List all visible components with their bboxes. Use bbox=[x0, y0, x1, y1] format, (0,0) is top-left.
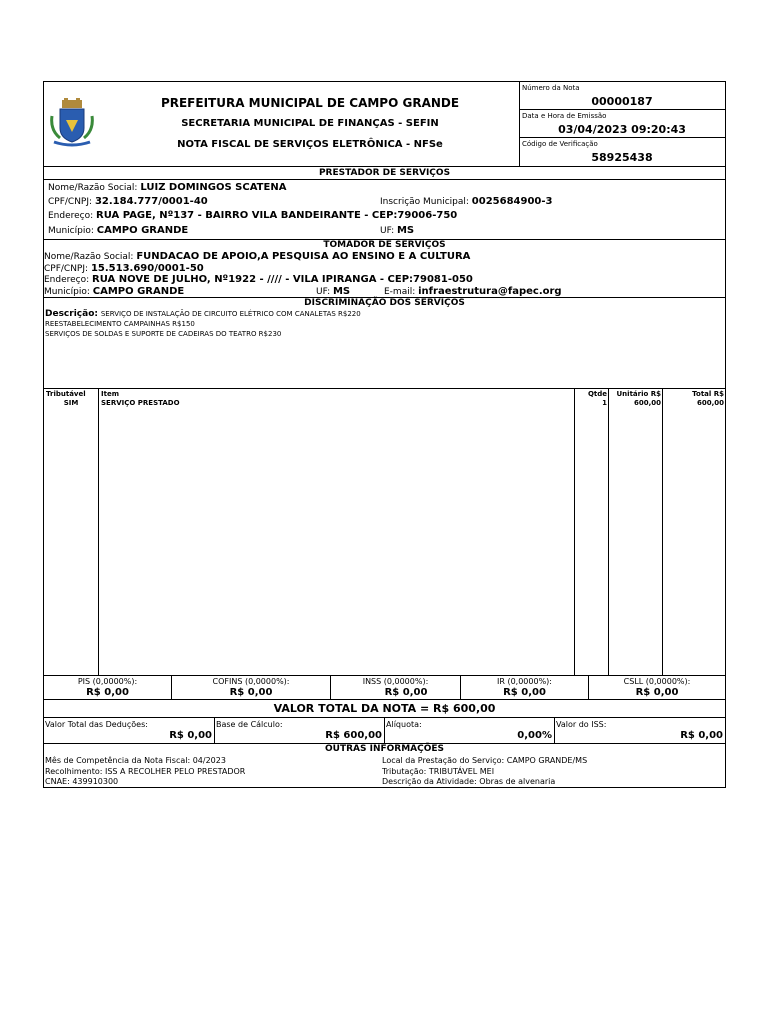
numero-nota-label: Número da Nota bbox=[522, 84, 580, 92]
data-emissao-value: 03/04/2023 09:20:43 bbox=[558, 123, 686, 136]
prestador-cpf-value: 32.184.777/0001-40 bbox=[94, 196, 208, 207]
tomador-uf-label: UF: bbox=[316, 287, 331, 297]
valor-total-nota: VALOR TOTAL DA NOTA = R$ 600,00 bbox=[273, 702, 496, 715]
col-header-total: Total R$ bbox=[692, 390, 724, 398]
header-nota-title: NOTA FISCAL DE SERVIÇOS ELETRÔNICA - NFSe bbox=[177, 139, 443, 150]
data-emissao-label: Data e Hora de Emissão bbox=[522, 112, 607, 120]
prestador-nome-label: Nome/Razão Social: bbox=[48, 183, 138, 193]
header-prefeitura: PREFEITURA MUNICIPAL DE CAMPO GRANDE bbox=[160, 96, 460, 110]
city-coat-of-arms-icon bbox=[48, 98, 96, 148]
deducoes-label: Valor Total das Deduções: bbox=[45, 720, 148, 729]
cnae: CNAE: 439910300 bbox=[45, 777, 119, 786]
local-prestacao: Local da Prestação do Serviço: CAMPO GRANDE/MS bbox=[382, 756, 588, 765]
tomador-uf-value: MS bbox=[332, 286, 351, 297]
descricao-text-1: SERVIÇO DE INSTALAÇÃO DE CIRCUITO ELÉTRICO COM CANALETAS R$220 bbox=[100, 310, 361, 318]
tax-inss-label: INSS (0,0000%): bbox=[362, 677, 429, 686]
prestador-uf-value: MS bbox=[396, 225, 415, 236]
prestador-inscricao-value: 0025684900-3 bbox=[471, 196, 553, 207]
discriminacao-title: DISCRIMINAÇÃO DOS SERVIÇOS bbox=[304, 298, 465, 308]
aliquota-value: 0,00% bbox=[517, 730, 552, 741]
prestador-endereco bbox=[48, 210, 457, 222]
aliquota-label: Alíquota: bbox=[386, 720, 422, 729]
col-header-qtde: Qtde bbox=[587, 390, 607, 398]
tomador-municipio-label: Município: bbox=[44, 287, 90, 297]
valor-iss-value: R$ 0,00 bbox=[680, 730, 723, 741]
tax-csll-label: CSLL (0,0000%): bbox=[623, 677, 691, 686]
prestador-title: PRESTADOR DE SERVIÇOS bbox=[318, 168, 451, 178]
prestador-municipio bbox=[48, 225, 188, 237]
mes-competencia: Mês de Competência da Nota Fiscal: 04/2023 bbox=[45, 756, 226, 765]
tax-pis-value: R$ 0,00 bbox=[86, 687, 129, 698]
tributacao: Tributação: TRIBUTÁVEL MEI bbox=[382, 767, 495, 776]
tax-csll-value: R$ 0,00 bbox=[635, 687, 679, 698]
prestador-inscricao-label: Inscrição Municipal: bbox=[380, 197, 469, 207]
tomador-nome bbox=[44, 251, 470, 263]
descricao-text-3: SERVIÇOS DE SOLDAS E SUPORTE DE CADEIRAS DO TEATRO R$230 bbox=[45, 330, 282, 338]
tomador-title: TOMADOR DE SERVIÇOS bbox=[323, 240, 446, 250]
tomador-email-label: E-mail: bbox=[384, 287, 416, 297]
item-row-description: SERVIÇO PRESTADO bbox=[101, 399, 180, 407]
tomador-nome-label: Nome/Razão Social: bbox=[44, 252, 134, 262]
item-row-tributavel: SIM bbox=[63, 399, 79, 407]
tomador-nome-value: FUNDACAO DE APOIO,A PESQUISA AO ENSINO E A CULTURA bbox=[136, 251, 471, 262]
header-secretaria: SECRETARIA MUNICIPAL DE FINANÇAS - SEFIN bbox=[181, 118, 439, 129]
tax-cofins-label: COFINS (0,0000%): bbox=[212, 677, 290, 686]
tomador-endereco-value: RUA NOVE DE JULHO, Nº1922 - //// - VILA IPIRANGA - CEP:79081-050 bbox=[92, 274, 473, 285]
tax-pis-label: PIS (0,0000%): bbox=[77, 677, 138, 686]
col-header-tributavel: Tributável bbox=[46, 390, 86, 398]
tomador-endereco-label: Endereço: bbox=[44, 275, 90, 285]
tomador-municipio-value: CAMPO GRANDE bbox=[92, 286, 185, 297]
descricao-atividade: Descrição da Atividade: Obras de alvenaria bbox=[382, 777, 556, 786]
codigo-verificacao-label: Código de Verificação bbox=[522, 140, 598, 148]
deducoes-value: R$ 0,00 bbox=[169, 730, 212, 741]
recolhimento: Recolhimento: ISS A RECOLHER PELO PRESTADOR bbox=[45, 767, 246, 776]
prestador-nome bbox=[48, 182, 286, 194]
prestador-inscricao bbox=[380, 196, 553, 208]
base-calculo-value: R$ 600,00 bbox=[325, 730, 382, 741]
prestador-municipio-label: Município: bbox=[48, 226, 94, 236]
tax-ir-value: R$ 0,00 bbox=[503, 687, 546, 698]
tax-ir-label: IR (0,0000%): bbox=[497, 677, 552, 686]
tax-cofins-value: R$ 0,00 bbox=[229, 687, 273, 698]
numero-nota-value: 00000187 bbox=[591, 95, 653, 108]
prestador-cpf bbox=[48, 196, 208, 208]
descricao-line-1 bbox=[45, 309, 361, 320]
prestador-endereco-label: Endereço: bbox=[48, 211, 94, 221]
base-calculo-label: Base de Cálculo: bbox=[216, 720, 283, 729]
item-row-total: 600,00 bbox=[696, 399, 724, 407]
prestador-cpf-label: CPF/CNPJ: bbox=[48, 197, 93, 207]
outras-informacoes-title: OUTRAS INFORMAÇÕES bbox=[324, 744, 445, 754]
tomador-endereco bbox=[44, 274, 473, 286]
tomador-cpf-value: 15.513.690/0001-50 bbox=[90, 263, 204, 274]
item-row-qtde: 1 bbox=[602, 399, 607, 407]
prestador-endereco-value: RUA PAGE, Nº137 - BAIRRO VILA BANDEIRANTE - CEP:79006-750 bbox=[96, 210, 458, 221]
valor-iss-label: Valor do ISS: bbox=[556, 720, 607, 729]
prestador-municipio-value: CAMPO GRANDE bbox=[96, 225, 189, 236]
col-header-item: Item bbox=[101, 390, 119, 398]
prestador-nome-value: LUIZ DOMINGOS SCATENA bbox=[140, 182, 287, 193]
tomador-email-value: infraestrutura@fapec.org bbox=[418, 286, 562, 297]
item-row-unitario: 600,00 bbox=[633, 399, 661, 407]
col-header-unitario: Unitário R$ bbox=[616, 390, 661, 398]
descricao-text-2: REESTABELECIMENTO CAMPAINHAS R$150 bbox=[45, 320, 195, 328]
prestador-uf-label: UF: bbox=[380, 226, 395, 236]
tax-inss-value: R$ 0,00 bbox=[384, 687, 428, 698]
tomador-cpf-label: CPF/CNPJ: bbox=[44, 264, 89, 274]
descricao-label: Descrição: bbox=[45, 309, 98, 319]
codigo-verificacao-value: 58925438 bbox=[591, 151, 653, 164]
prestador-uf bbox=[380, 225, 414, 237]
